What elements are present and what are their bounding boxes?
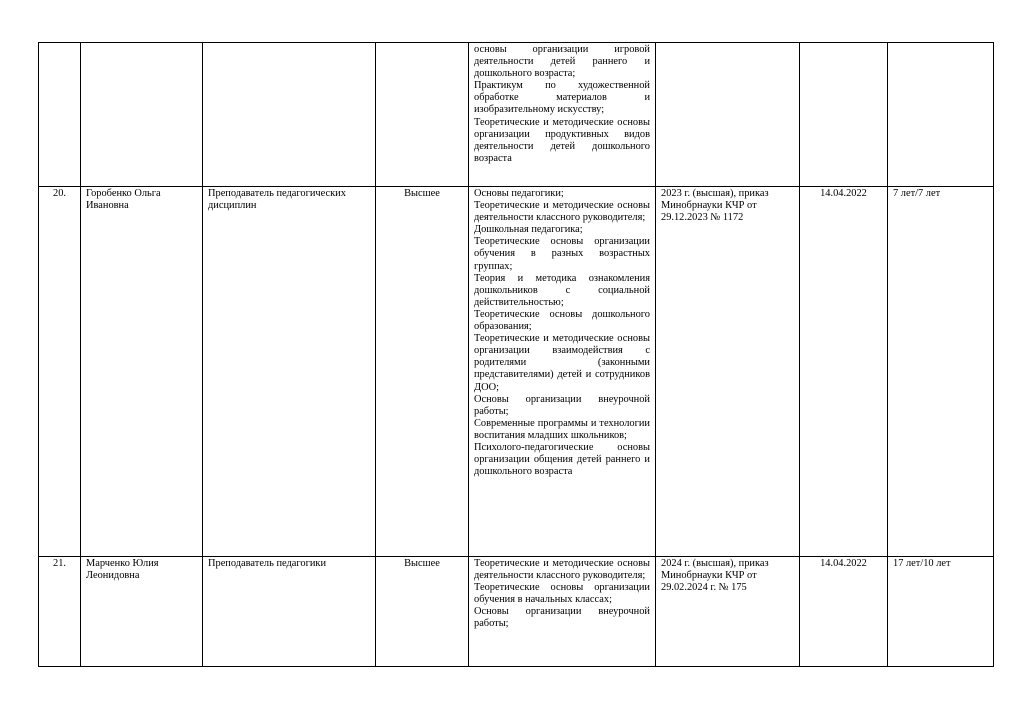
education-level: Высшее [376, 557, 469, 667]
work-experience: 17 лет/10 лет [888, 557, 994, 667]
subject-item: Теоретические и методические основы деятельности классного руководителя; [474, 558, 650, 582]
education-level: Высшее [376, 187, 469, 557]
teacher-position: Преподаватель педагогических дисциплин [203, 187, 376, 557]
teacher-name: Марченко Юлия Леонидовна [81, 557, 203, 667]
subject-item: Теоретические основы дошкольного образования; [474, 308, 650, 333]
table-row [39, 187, 994, 557]
table-row [39, 557, 994, 667]
subject-item: Теоретические основы организации обучения в начальных классах; [474, 582, 650, 606]
subject-item: Теоретические основы организации обучения в разных возрастных группах; [474, 236, 650, 272]
teacher-name [81, 43, 203, 187]
subject-item: Основы организации внеурочной работы; [474, 606, 650, 630]
training-date: 14.04.2022 [800, 557, 888, 667]
subjects-cell [469, 557, 656, 667]
subject-item: Теоретические и методические основы организации продуктивных видов деятельности детей дошкольного возраста [474, 116, 650, 164]
subject-item: основы организации игровой деятельности детей раннего и дошкольного возраста; [474, 44, 650, 80]
training-date: 14.04.2022 [800, 187, 888, 557]
teacher-name: Горобенко Ольга Ивановна [81, 187, 203, 557]
teacher-position: Преподаватель педагогики [203, 557, 376, 667]
subject-item: Теория и методика ознакомления дошкольников с социальной действительностью; [474, 272, 650, 308]
training-date [800, 43, 888, 187]
education-level [376, 43, 469, 187]
row-number [39, 43, 81, 187]
qualification-category: 2023 г. (высшая), приказ Минобрнауки КЧР от 29.12.2023 № 1172 [656, 187, 800, 557]
work-experience [888, 43, 994, 187]
teacher-position [203, 43, 376, 187]
subject-item: Психолого-педагогические основы организации общения детей раннего и дошкольного возраста [474, 441, 650, 478]
subjects-cell [469, 187, 656, 557]
table-row [39, 43, 994, 187]
subject-item: Основы организации внеурочной работы; [474, 393, 650, 417]
subject-item: Практикум по художественной обработке материалов и изобразительному искусству; [474, 80, 650, 116]
subject-item: Основы педагогики; [474, 188, 564, 199]
subject-item: Теоретические и методические основы организации взаимодействия с родителями (законными представителями) детей и сотрудников ДОО; [474, 333, 650, 393]
subject-item: Современные программы и технологии воспитания младших школьников; [474, 417, 650, 441]
qualification-category [656, 43, 800, 187]
staff-table [38, 42, 994, 667]
row-number: 21. [39, 557, 81, 667]
row-number: 20. [39, 187, 81, 557]
subject-item: Теоретические и методические основы деятельности классного руководителя; [474, 200, 650, 224]
qualification-category: 2024 г. (высшая), приказ Минобрнауки КЧР от 29.02.2024 г. № 175 [656, 557, 800, 667]
subject-item: Дошкольная педагогика; [474, 224, 583, 236]
subjects-cell [469, 43, 656, 187]
work-experience: 7 лет/7 лет [888, 187, 994, 557]
